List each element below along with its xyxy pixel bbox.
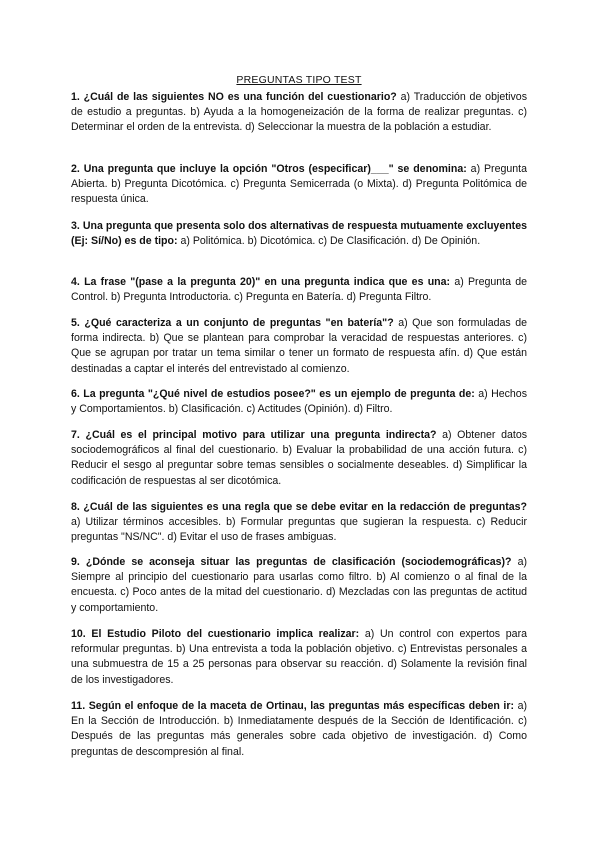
question-4	[71, 275, 527, 305]
question-stem: 11. Según el enfoque de la maceta de Ortinau, las preguntas más específicas deben ir:	[71, 700, 515, 712]
question-options: a) Que son formuladas de forma indirecta. b) Que se plantean para comprobar la veracidad de respuestas anteriores. c) Que se agrupan por tratar un tema similar o tener un formato de respuesta afín. d) Que están destinadas a captar el interés del entrevistado al comienzo.	[71, 317, 527, 375]
question-options: a) Traducción de objetivos de estudio a preguntas. b) Ayuda a la homogeneización de la forma de realizar preguntas. c) Determinar el orden de la entrevista. d) Seleccionar la muestra de la población a estudiar.	[71, 91, 527, 134]
question-stem: 1. ¿Cuál de las siguientes NO es una función del cuestionario?	[71, 91, 397, 103]
question-stem: 2. Una pregunta que incluye la opción "Otros (especificar)___" se denomina:	[71, 163, 467, 175]
question-options: a) Obtener datos sociodemográficos al final del cuestionario. b) Evaluar la probabilidad de una acción futura. c) Reducir el sesgo al preguntar sobre temas sensibles o socialmente deseables. d) Simplificar la codificación de respuestas al ser dicotómica.	[71, 429, 528, 487]
question-options: a) Pregunta Abierta. b) Pregunta Dicotómica. c) Pregunta Semicerrada (o Mixta). d) Pregunta Politómica de respuesta única.	[71, 163, 527, 206]
question-5	[71, 316, 527, 377]
question-7	[71, 428, 527, 489]
question-stem: 3. Una pregunta que presenta solo dos alternativas de respuesta mutuamente excluyentes (Ej: Sí/No) es de tipo:	[71, 220, 527, 248]
page-title: PREGUNTAS TIPO TEST	[236, 74, 362, 86]
question-options: a) En la Sección de Introducción. b) Inmediatamente después de la Sección de Identificación. c) Después de las preguntas más generales sobre cada objetivo de investigación. d) Como preguntas de descompresión al final.	[71, 700, 527, 758]
question-stem: 8. ¿Cuál de las siguientes es una regla que se debe evitar en la redacción de preguntas?	[71, 501, 527, 513]
question-3	[71, 219, 527, 249]
question-6	[71, 387, 527, 417]
question-options: a) Un control con expertos para reformular preguntas. b) Una entrevista a toda la población objetivo. c) Entrevistas personales a una submuestra de 15 a 25 personas para observar su reacción. d) Solamente la revisión final de los investigadores.	[71, 628, 527, 686]
question-8	[71, 500, 527, 546]
question-1	[71, 90, 527, 136]
question-stem: 10. El Estudio Piloto del cuestionario implica realizar:	[71, 628, 360, 640]
question-stem: 7. ¿Cuál es el principal motivo para utilizar una pregunta indirecta?	[71, 429, 437, 441]
question-options: a) Hechos y Comportamientos. b) Clasificación. c) Actitudes (Opinión). d) Filtro.	[71, 388, 527, 416]
question-stem: 4. La frase "(pase a la pregunta 20)" en una pregunta indica que es una:	[71, 276, 451, 288]
question-stem: 5. ¿Qué caracteriza a un conjunto de preguntas "en batería"?	[71, 317, 394, 329]
question-10	[71, 627, 527, 688]
question-options: a) Politómica. b) Dicotómica. c) De Clasificación. d) De Opinión.	[177, 235, 481, 248]
question-options: a) Siempre al principio del cuestionario para usarlas como filtro. b) Al comienzo o al final de la encuesta. c) Poco antes de la mitad del cuestionario. d) Mezcladas con las preguntas de actitud y comportamiento.	[71, 556, 527, 614]
question-stem: 9. ¿Dónde se aconseja situar las preguntas de clasificación (sociodemográficas)?	[71, 556, 512, 568]
question-options: a) Pregunta de Control. b) Pregunta Introductoria. c) Pregunta en Batería. d) Pregunta Filtro.	[71, 276, 527, 304]
question-options: a) Utilizar términos accesibles. b) Formular preguntas que sugieran la respuesta. c) Reducir preguntas "NS/NC". d) Evitar el uso de frases ambiguas.	[71, 516, 527, 544]
question-stem: 6. La pregunta "¿Qué nivel de estudios posee?" es un ejemplo de pregunta de:	[71, 388, 475, 400]
question-11	[71, 699, 527, 760]
question-2	[71, 162, 527, 208]
question-9	[71, 555, 527, 616]
